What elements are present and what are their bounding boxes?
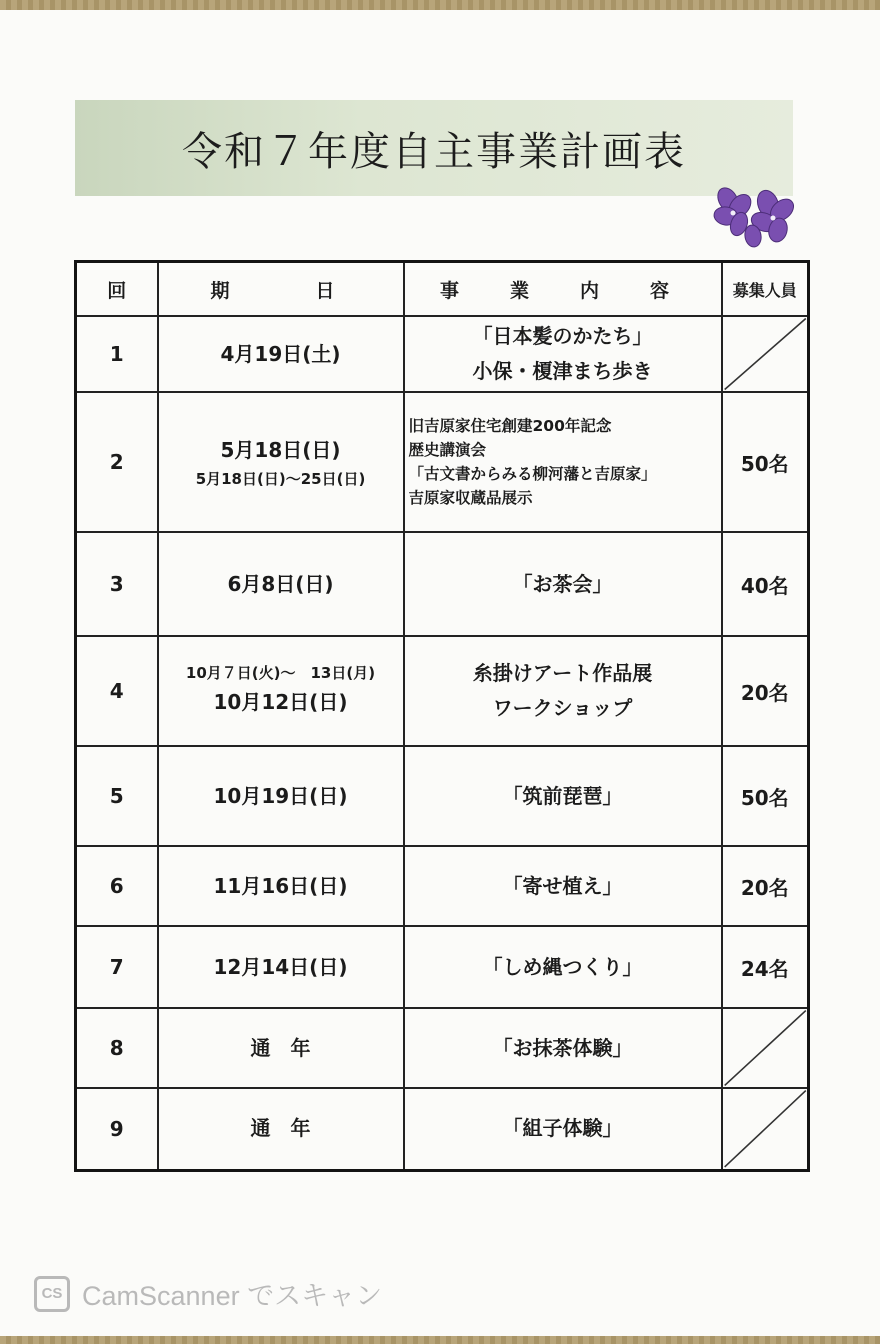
camscanner-logo-icon: CS (34, 1276, 70, 1312)
table-row (76, 926, 809, 1008)
tatami-edge-top (0, 0, 880, 10)
table-row (76, 392, 809, 532)
row-number: 6 (76, 846, 158, 926)
date-line: 11月16日(日) (213, 873, 348, 898)
row-recruitment: 50名 (722, 392, 809, 532)
row-number: 7 (76, 926, 158, 1008)
date-line: 通 年 (250, 1116, 311, 1141)
event-plan-table (74, 260, 810, 1172)
row-number: 3 (76, 532, 158, 636)
row-content (404, 1008, 722, 1088)
row-date (158, 316, 404, 392)
row-recruitment: 20名 (722, 636, 809, 746)
content-line: ワークショップ (492, 696, 633, 720)
row-content (404, 532, 722, 636)
row-date (158, 846, 404, 926)
row-content (404, 636, 722, 746)
row-date (158, 746, 404, 846)
content-line: 歴史講演会 (408, 440, 487, 459)
table-row (76, 746, 809, 846)
row-number: 2 (76, 392, 158, 532)
row-content (404, 392, 722, 532)
header-number: 回 (76, 262, 158, 317)
content-line: 「組子体験」 (502, 1116, 623, 1141)
row-content (404, 1088, 722, 1170)
date-line: 5月18日(日) (220, 438, 341, 463)
row-recruitment: 20名 (722, 846, 809, 926)
row-date (158, 392, 404, 532)
content-line: 「古文書からみる柳河藩と吉原家」 (408, 465, 657, 483)
date-line: 4月19日(土) (220, 341, 341, 366)
table-row (76, 846, 809, 926)
table-row (76, 636, 809, 746)
row-number: 4 (76, 636, 158, 746)
date-line: 10月19日(日) (213, 783, 348, 808)
row-number: 9 (76, 1088, 158, 1170)
row-recruitment-empty (722, 1088, 809, 1170)
watermark-text: CamScanner でスキャン (82, 1281, 383, 1311)
diagonal-slash-icon (723, 1089, 808, 1169)
date-line: 12月14日(日) (213, 954, 348, 979)
row-content (404, 926, 722, 1008)
date-line: 6月8日(日) (227, 571, 334, 596)
header-recruitment: 募集人員 (722, 262, 809, 317)
row-content (404, 746, 722, 846)
content-line: 旧吉原家住宅創建200年記念 (408, 416, 612, 435)
table-row (76, 532, 809, 636)
title-band (75, 100, 793, 196)
diagonal-slash-icon (723, 1009, 808, 1087)
content-line: 「お抹茶体験」 (492, 1035, 633, 1060)
date-line: 10月12日(日) (213, 689, 348, 714)
date-line: 5月18日(日)〜25日(日) (195, 470, 366, 489)
content-line: 小保・榎津まち歩き (472, 359, 653, 383)
row-number: 1 (76, 316, 158, 392)
date-line: 通 年 (250, 1035, 311, 1060)
row-recruitment-empty (722, 1008, 809, 1088)
table-header-row (76, 262, 809, 317)
tatami-edge-bottom (0, 1336, 880, 1344)
row-date (158, 926, 404, 1008)
page-title: 令和７年度自主事業計画表 (182, 128, 686, 175)
content-line: 糸掛けアート作品展 (472, 661, 653, 685)
row-recruitment: 40名 (722, 532, 809, 636)
table-row (76, 1088, 809, 1170)
table-row (76, 316, 809, 392)
row-recruitment: 50名 (722, 746, 809, 846)
row-number: 5 (76, 746, 158, 846)
camscanner-watermark (34, 1274, 382, 1313)
content-line: 「筑前琵琶」 (502, 783, 623, 808)
diagonal-slash-icon (723, 317, 808, 391)
row-date (158, 636, 404, 746)
row-recruitment-empty (722, 316, 809, 392)
content-line: 「寄せ植え」 (502, 873, 623, 898)
content-line: 吉原家収蔵品展示 (408, 489, 533, 508)
row-date (158, 1088, 404, 1170)
row-recruitment: 24名 (722, 926, 809, 1008)
row-number: 8 (76, 1008, 158, 1088)
row-date (158, 1008, 404, 1088)
header-date: 期 日 (158, 262, 404, 317)
row-content (404, 846, 722, 926)
content-line: 「しめ縄つくり」 (482, 954, 643, 979)
header-content: 事 業 内 容 (404, 262, 722, 317)
row-content (404, 316, 722, 392)
row-date (158, 532, 404, 636)
table-row (76, 1008, 809, 1088)
content-line: 「お茶会」 (512, 571, 613, 596)
content-line: 「日本髪のかたち」 (472, 324, 653, 348)
date-line: 10月７日(火)〜 13日(月) (185, 664, 376, 683)
violet-flowers-icon (706, 180, 806, 252)
